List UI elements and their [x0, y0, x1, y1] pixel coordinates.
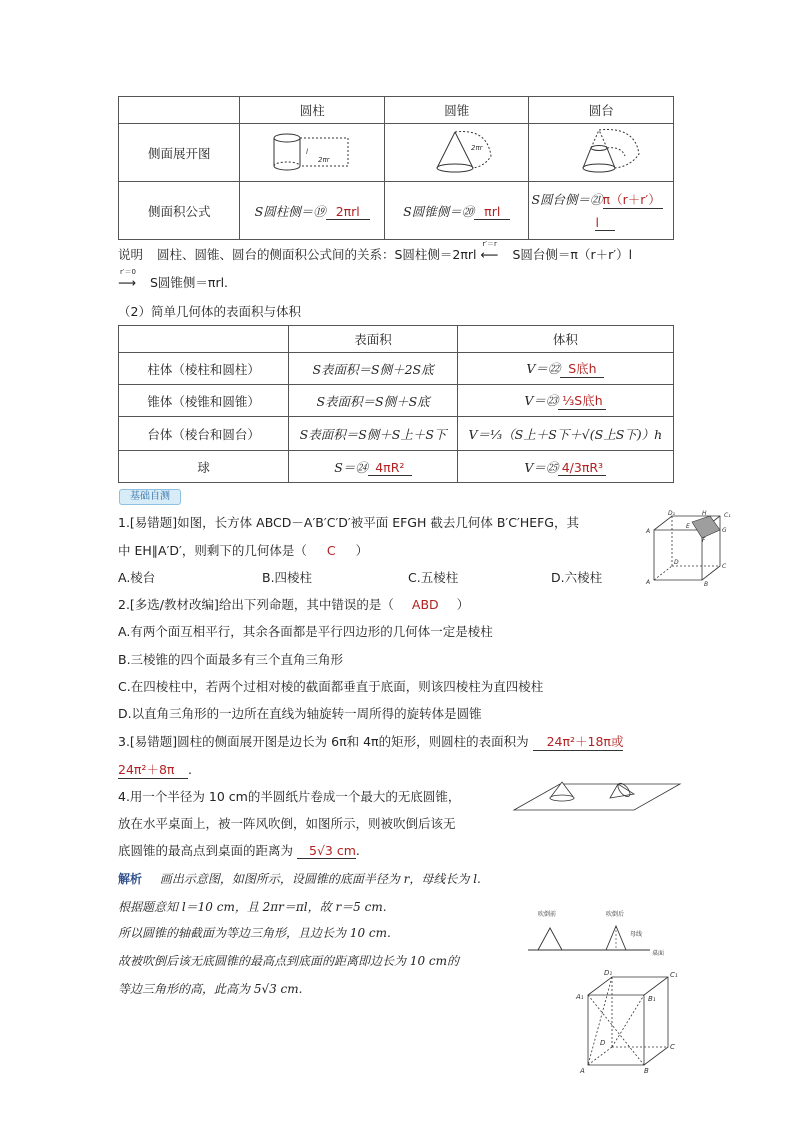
row-sphere-vol-cell	[457, 451, 673, 483]
frustum-answer-1: π（r＋r′）	[602, 192, 661, 207]
svg-text:B₁: B₁	[648, 995, 656, 1003]
cube-figure	[572, 965, 682, 1075]
solution-line5: 等边三角形的高，此高为 5√3 cm.	[118, 982, 303, 996]
q2-option-a: A.有两个面互相平行，其余各面都是平行四边形的几何体一定是棱柱	[118, 624, 493, 639]
note-mid: S圆台侧＝π（r＋r′）l	[512, 247, 633, 262]
q2-option-d: D.以直角三角形的一边所在直线为轴旋转一周所得的旋转体是圆锥	[118, 706, 482, 721]
cylinder-formula: S圆柱侧＝⑲	[254, 203, 326, 219]
svg-text:C₁: C₁	[724, 512, 731, 519]
row-prism-vol-answer: S底h	[560, 359, 604, 378]
svg-text:C₁: C₁	[670, 971, 678, 979]
cone-formula-cell	[384, 182, 529, 240]
frustum-answer-2: l	[595, 215, 615, 231]
svg-text:D₁: D₁	[604, 969, 613, 977]
q3-line	[118, 732, 623, 751]
cylinder-formula-cell	[240, 182, 385, 240]
q1-option-d: D.六棱柱	[551, 570, 603, 585]
q2-answer: ABD	[411, 597, 439, 612]
cone-formula: S圆锥侧＝⑳	[403, 203, 475, 219]
q4-line2: 放在水平桌面上，被一阵风吹倒，如图所示，则被吹倒后该无	[118, 816, 456, 831]
svg-text:D: D	[600, 1039, 606, 1047]
q2-option-c: C.在四棱柱中，若两个过相对棱的截面都垂直于底面，则该四棱柱为直四棱柱	[118, 679, 544, 694]
frustum-net-figure	[529, 124, 674, 182]
q1-option-c: C.五棱柱	[408, 570, 459, 585]
solution-line4: 故被吹倒后该无底圆锥的最高点到底面的距离即边长为 10 cm的	[118, 954, 460, 968]
q3-line2	[118, 760, 192, 779]
wind-side-label: 母线	[630, 931, 643, 938]
cone-answer: πrl	[474, 204, 510, 220]
wind-ground-label: 桌面	[652, 950, 665, 957]
q2-option-b: B.三棱锥的四个面最多有三个直角三角形	[118, 652, 344, 667]
svg-text:H: H	[702, 510, 707, 517]
svg-text:2πr: 2πr	[470, 144, 483, 152]
q3-answer-1: 24π²＋18π或	[533, 732, 624, 751]
row-frustum-area: S表面积＝S侧＋S上＋S下	[289, 417, 457, 451]
svg-text:F: F	[702, 537, 706, 544]
q1-answer: C	[326, 543, 336, 558]
svg-text:B: B	[704, 581, 709, 588]
note-end: S圆锥侧＝πrl.	[149, 275, 229, 290]
q1-line1: 1.[易错题]如图，长方体 ABCD－A′B′C′D′被平面 EFGH 截去几何体 B′C′HEFG，其	[118, 515, 579, 530]
row-frustum-vol: V＝⅓（S上＋S下＋√(S上S下)）h	[457, 417, 673, 451]
row-prism-label: 柱体（棱柱和圆柱）	[119, 353, 289, 385]
solution-line2: 根据题意知 l＝10 cm，且 2πr＝πl，故 r＝5 cm.	[118, 900, 387, 914]
row-pyramid-area: S表面积＝S侧＋S底	[289, 385, 457, 417]
row-sphere-label: 球	[119, 451, 289, 483]
header-frustum: 圆台	[529, 97, 674, 124]
cylinder-net-figure	[240, 124, 385, 182]
svg-text:l: l	[306, 148, 309, 156]
row-frustum-label: 台体（棱台和圆台）	[119, 417, 289, 451]
header-cone: 圆锥	[384, 97, 529, 124]
svg-text:C: C	[670, 1043, 675, 1051]
solution-text-1: 画出示意图，如图所示，设圆锥的底面半径为 r，母线长为 l.	[159, 872, 481, 886]
relation-note	[118, 240, 633, 263]
row-pyramid-vol-cell	[457, 385, 673, 417]
section-tag: 基础自测	[119, 489, 181, 505]
solution-line1	[118, 870, 481, 887]
q1-option-b: B.四棱柱	[262, 570, 313, 585]
header-cylinder: 圆柱	[240, 97, 385, 124]
svg-text:D₁: D₁	[668, 510, 676, 517]
svg-text:B: B	[644, 1067, 649, 1075]
row-prism-vol-cell	[457, 353, 673, 385]
q1-option-a: A.棱台	[118, 570, 156, 585]
q4-line1: 4.用一个半径为 10 cm的半圆纸片卷成一个最大的无底圆锥，	[118, 789, 461, 804]
wind-before-label: 吹倒前	[538, 911, 557, 918]
arrow-2-label: r′＝0	[120, 268, 136, 276]
row-pyramid-vol-answer: ⅓S底h	[558, 391, 606, 410]
note-arrow-1: r′＝r ⟵	[480, 240, 499, 262]
wind-after-label: 吹倒后	[606, 911, 625, 918]
row-label-net: 侧面展开图	[119, 124, 240, 182]
cuboid-figure	[642, 508, 742, 588]
header-volume: 体积	[457, 326, 673, 353]
q1-line2	[118, 541, 368, 559]
wind-figure	[526, 908, 676, 958]
row-sphere-area: S＝㉔	[334, 459, 368, 475]
cone-net-figure	[384, 124, 529, 182]
frustum-formula: S圆台侧＝㉑	[531, 192, 603, 207]
q1-stem: 中 EH∥A′D′，则剩下的几何体是（	[118, 543, 307, 558]
svg-text:E: E	[686, 523, 690, 530]
q3-stem: 3.[易错题]圆柱的侧面展开图是边长为 6π和 4π的矩形，则圆柱的表面积为	[118, 734, 529, 749]
svg-text:A: A	[580, 1067, 585, 1075]
row-prism-area: S表面积＝S侧＋2S底	[289, 353, 457, 385]
arrow-1-label: r′＝r	[482, 240, 497, 248]
table-cones-figure	[512, 776, 682, 816]
row-pyramid-label: 锥体（棱锥和圆锥）	[119, 385, 289, 417]
q3-answer-2: 24π²＋8π	[118, 760, 188, 779]
lateral-area-table	[118, 96, 674, 240]
q3-end: .	[188, 762, 192, 777]
note-arrow-2: r′＝0 ⟶	[118, 268, 136, 290]
row-pyramid-vol: V＝㉓	[524, 393, 559, 408]
q1-close: ）	[355, 543, 369, 558]
corner-cell	[119, 97, 240, 124]
q4-line3	[118, 841, 360, 859]
area-volume-table	[118, 325, 674, 483]
note-text: 圆柱、圆锥、圆台的侧面积公式间的关系：S圆柱侧＝2πrl	[157, 247, 477, 262]
svg-text:A₁: A₁	[576, 993, 584, 1001]
section-2-title: （2）简单几何体的表面积与体积	[118, 304, 301, 319]
note-label: 说明	[118, 247, 144, 262]
corner-cell-2	[119, 326, 289, 353]
q4-end: .	[355, 843, 360, 858]
header-area: 表面积	[289, 326, 457, 353]
row-prism-vol: V＝㉒	[526, 361, 561, 376]
q2-close: ）	[456, 597, 470, 612]
row-sphere-vol: V＝㉕	[524, 459, 559, 475]
row-sphere-area-answer: 4πR²	[368, 460, 412, 476]
row-sphere-area-cell	[289, 451, 457, 483]
q4-answer: 5√3 cm	[297, 843, 356, 859]
row-sphere-vol-answer: 4/3πR³	[558, 460, 606, 476]
svg-text:A: A	[646, 579, 651, 586]
q2-stem: 2.[多选/教材改编]给出下列命题，其中错误的是（	[118, 597, 394, 612]
q4-stem: 底圆锥的最高点到桌面的距离为	[118, 843, 294, 858]
svg-text:D: D	[674, 559, 679, 566]
row-label-formula: 侧面积公式	[119, 182, 240, 240]
frustum-formula-cell	[529, 182, 674, 240]
solution-label: 解析	[118, 872, 143, 886]
solution-line3: 所以圆锥的轴截面为等边三角形，且边长为 10 cm.	[118, 926, 391, 940]
svg-text:C: C	[722, 563, 727, 570]
svg-text:A: A	[646, 528, 651, 535]
cylinder-answer: 2πrl	[326, 204, 370, 220]
relation-note-line2	[118, 268, 229, 291]
svg-text:G: G	[722, 527, 727, 534]
svg-text:2πr: 2πr	[318, 156, 330, 164]
q2-line	[118, 595, 469, 613]
